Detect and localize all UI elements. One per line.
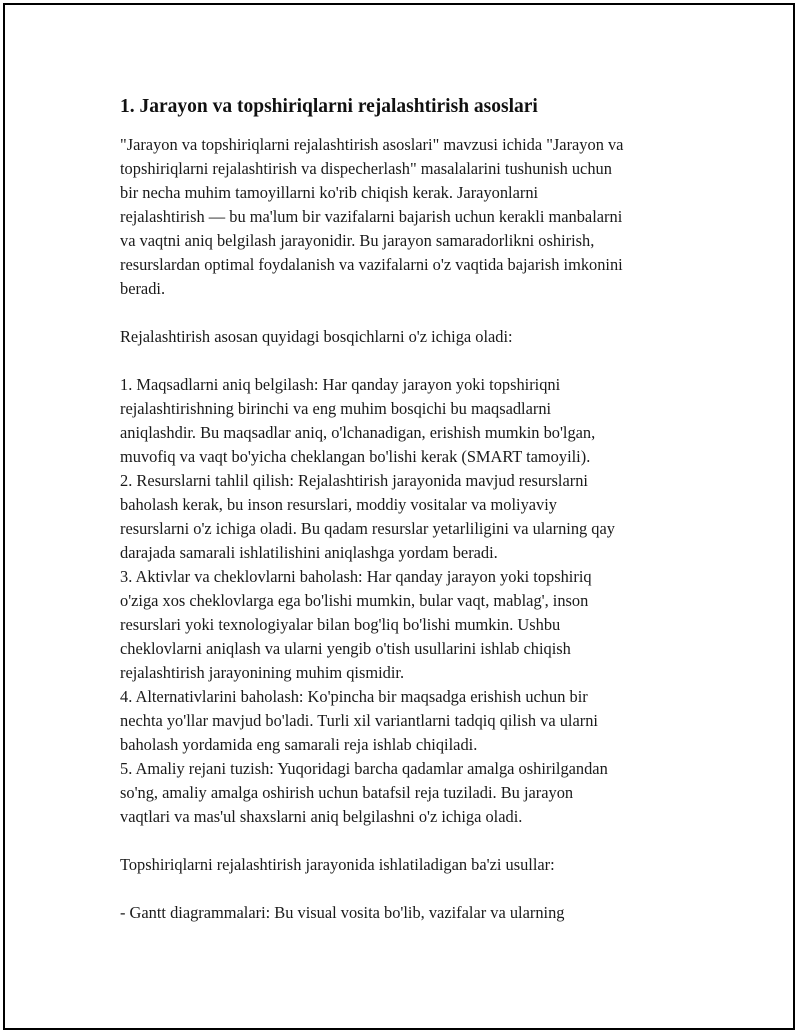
document-body <box>120 95 680 925</box>
paragraph-gap <box>120 301 680 325</box>
stage-item-1: 1. Maqsadlarni aniq belgilash: Har qanday jarayon yoki topshiriqni rejalashtirishning birinchi va eng muhim bosqichi bu maqsadlarni aniqlashdir. Bu maqsadlar aniq, o'lchanadigan, erishish mumkin bo'lgan, muvofiq va vaqt bo'yicha cheklangan bo'lishi kerak (SMART tamoyili). <box>120 375 596 466</box>
stages-intro-paragraph: Rejalashtirish asosan quyidagi bosqichlarni o'z ichiga oladi: <box>120 327 513 346</box>
paragraph-gap <box>120 349 680 373</box>
paragraph-gap <box>120 829 680 853</box>
intro-paragraph: "Jarayon va topshiriqlarni rejalashtirish asoslari" mavzusi ichida "Jarayon va topshiriqlarni rejalashtirish va dispecherlash" masalalarini tushunish uchun bir necha muhim tamoyillarni ko'rib chiqish kerak. Jarayonlarni rejalashtirish — bu ma'lum bir vazifalarni bajarish uchun kerakli manbalarni va vaqtni aniq belgilash jarayonidir. Bu jarayon samaradorlikni oshirish, resurslardan optimal foydalanish va vazifalarni o'z vaqtida bajarish imkonini beradi. <box>120 135 624 298</box>
stage-item-3: 3. Aktivlar va cheklovlarni baholash: Har qanday jarayon yoki topshiriq o'ziga xos cheklovlarga ega bo'lishi mumkin, bular vaqt, mablag', inson resurslari yoki texnologiyalar bilan bog'liq bo'lishi mumkin. Ushbu cheklovlarni aniqlash va ularni yengib o'tish usullarini ishlab chiqish rejalashtirish jarayonining muhim qismidir. <box>120 567 592 682</box>
stage-item-2: 2. Resurslarni tahlil qilish: Rejalashtirish jarayonida mavjud resurslarni baholash kerak, bu inson resurslari, moddiy vositalar va moliyaviy resurslarni o'z ichiga oladi. Bu qadam resurslar yetarliligini va ularning qay darajada samarali ishlatilishini aniqlashga yordam beradi. <box>120 471 615 562</box>
stage-item-4: 4. Alternativlarini baholash: Ko'pincha bir maqsadga erishish uchun bir nechta yo'llar mavjud bo'ladi. Turli xil variantlarni tadqiq qilish va ularni baholash yordamida eng samarali reja ishlab chiqiladi. <box>120 687 598 754</box>
stage-item-5: 5. Amaliy rejani tuzish: Yuqoridagi barcha qadamlar amalga oshirilgandan so'ng, amaliy amalga oshirish uchun batafsil reja tuziladi. Bu jarayon vaqtlari va mas'ul shaxslarni aniq belgilashni o'z ichiga oladi. <box>120 759 608 826</box>
method-item-gantt: - Gantt diagrammalari: Bu visual vosita bo'lib, vazifalar va ularning <box>120 903 565 922</box>
section-heading: 1. Jarayon va topshiriqlarni rejalashtirish asoslari <box>120 96 538 117</box>
paragraph-gap <box>120 877 680 901</box>
page-frame <box>3 3 795 1030</box>
methods-intro-paragraph: Topshiriqlarni rejalashtirish jarayonida ishlatiladigan ba'zi usullar: <box>120 855 555 874</box>
